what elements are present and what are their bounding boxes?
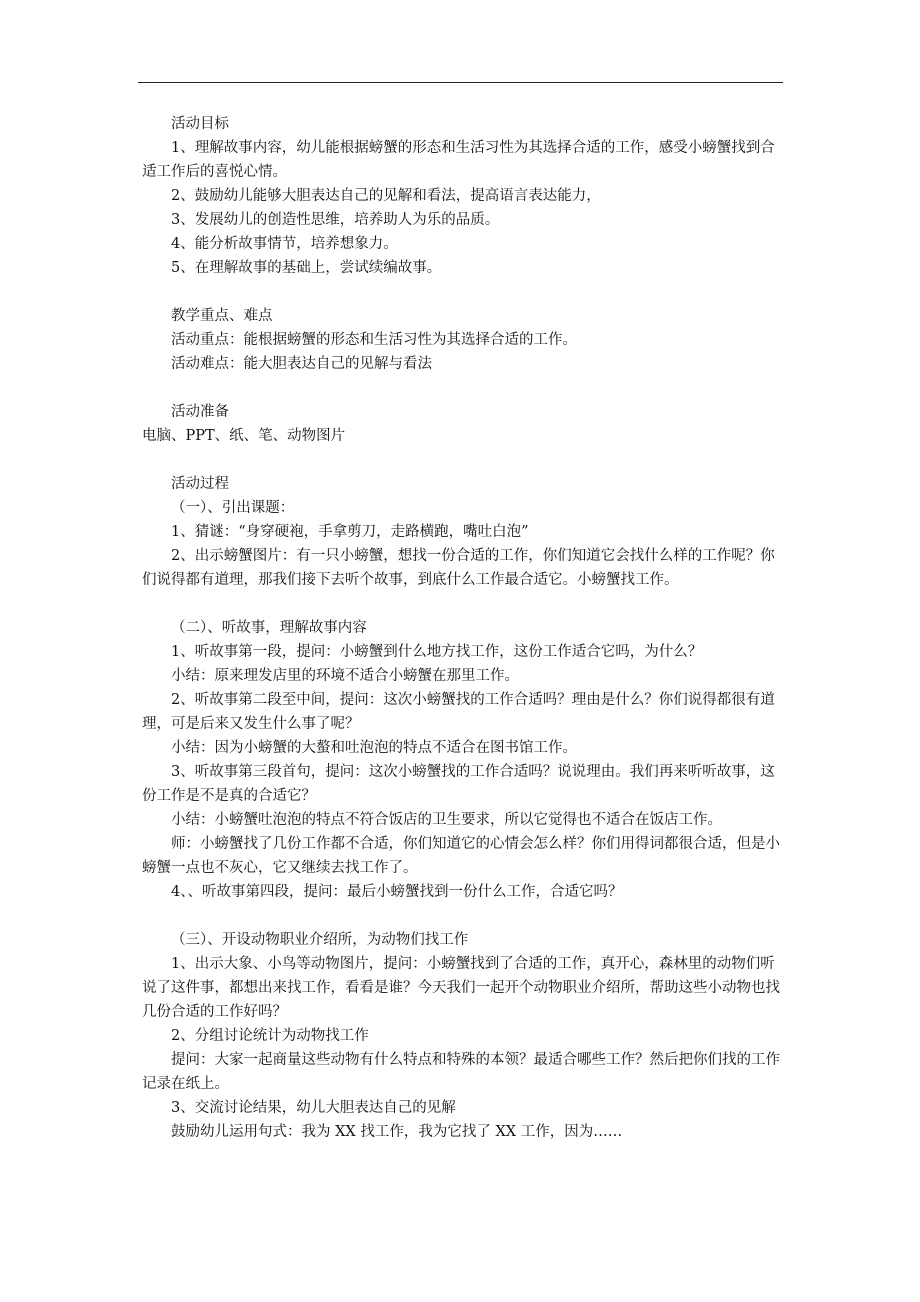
process-teacher-note: 师：小螃蟹找了几份工作都不合适，你们知道它的心情会怎么样？你们用得词都很合适，但是小螃蟹一点也不灰心，它又继续去找工作了。 bbox=[142, 836, 780, 876]
process-item: 1、猜谜：“身穿硬袍，手拿剪刀，走路横跑，嘴吐白泡” bbox=[171, 524, 529, 540]
process-item: 2、听故事第二段至中间，提问：这次小螃蟹找的工作合适吗？理由是什么？你们说得都很有道理，可是后来又发生什么事了呢？ bbox=[142, 692, 775, 732]
process-item: 3、听故事第三段首句，提问：这次小螃蟹找的工作合适吗？说说理由。我们再来听听故事，这份工作是不是真的合适它？ bbox=[142, 764, 775, 804]
section-heading-process: 活动过程 bbox=[171, 476, 229, 492]
process-item: 3、交流讨论结果，幼儿大胆表达自己的见解 bbox=[171, 1100, 456, 1116]
goal-item: 4、能分析故事情节，培养想象力。 bbox=[171, 236, 398, 252]
process-summary: 小结：因为小螃蟹的大螯和吐泡泡的特点不适合在图书馆工作。 bbox=[171, 740, 577, 756]
process-item: 2、分组讨论统计为动物找工作 bbox=[171, 1028, 369, 1044]
prep-item: 电脑、PPT、纸、笔、动物图片 bbox=[142, 428, 346, 444]
process-subheading: （三）、开设动物职业介绍所，为动物们找工作 bbox=[171, 932, 469, 948]
process-item: 1、听故事第一段，提问：小螃蟹到什么地方找工作，这份工作适合它吗，为什么？ bbox=[171, 644, 703, 660]
process-item: 2、出示螃蟹图片：有一只小螃蟹，想找一份合适的工作，你们知道它会找什么样的工作呢？你们说得都有道理，那我们接下去听个故事，到底什么工作最合适它。小螃蟹找工作。 bbox=[142, 548, 775, 588]
process-item: 1、出示大象、小鸟等动物图片，提问：小螃蟹找到了合适的工作，真开心，森林里的动物们听说了这件事，都想出来找工作，看看是谁？今天我们一起开个动物职业介绍所，帮助这些小动物也找几份合适的工作好吗？ bbox=[142, 956, 780, 1020]
focus-item: 活动难点：能大胆表达自己的见解与看法 bbox=[171, 356, 432, 372]
section-heading-goals: 活动目标 bbox=[171, 116, 229, 132]
process-item: 4、、听故事第四段，提问：最后小螃蟹找到一份什么工作，合适它吗？ bbox=[171, 884, 623, 900]
goal-item: 1、理解故事内容，幼儿能根据螃蟹的形态和生活习性为其选择合适的工作，感受小螃蟹找到合适工作后的喜悦心情。 bbox=[142, 140, 775, 180]
goal-item: 5、在理解故事的基础上，尝试续编故事。 bbox=[171, 260, 442, 276]
focus-item: 活动重点：能根据螃蟹的形态和生活习性为其选择合适的工作。 bbox=[171, 332, 577, 348]
header-rule bbox=[138, 82, 783, 83]
section-heading-prep: 活动准备 bbox=[171, 404, 229, 420]
goal-item: 3、发展幼儿的创造性思维，培养助人为乐的品质。 bbox=[171, 212, 500, 228]
process-question: 提问：大家一起商量这些动物有什么特点和特殊的本领？最适合哪些工作？然后把你们找的工作记录在纸上。 bbox=[142, 1052, 780, 1092]
process-summary: 小结：原来理发店里的环境不适合小螃蟹在那里工作。 bbox=[171, 668, 519, 684]
process-summary: 小结：小螃蟹吐泡泡的特点不符合饭店的卫生要求，所以它觉得也不适合在饭店工作。 bbox=[171, 812, 722, 828]
goal-item: 2、鼓励幼儿能够大胆表达自己的见解和看法，提高语言表达能力， bbox=[171, 188, 601, 204]
process-sentence-pattern: 鼓励幼儿运用句式：我为 XX 找工作，我为它找了 XX 工作，因为…… bbox=[171, 1124, 623, 1140]
document-body bbox=[142, 112, 783, 1144]
section-heading-focus: 教学重点、难点 bbox=[171, 308, 273, 324]
process-subheading: （一）、引出课题： bbox=[171, 500, 295, 516]
process-subheading: （二）、听故事，理解故事内容 bbox=[171, 620, 367, 636]
